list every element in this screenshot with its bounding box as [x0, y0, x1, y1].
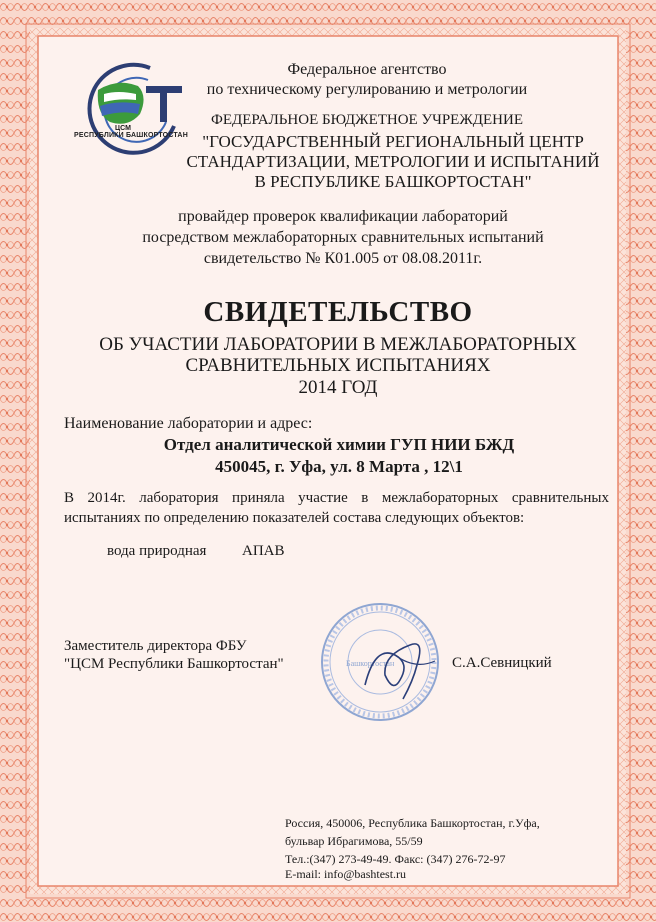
certificate-subtitle-1: ОБ УЧАСТИИ ЛАБОРАТОРИИ В МЕЖЛАБОРАТОРНЫХ	[99, 334, 577, 355]
participation-object: вода природная	[107, 543, 207, 559]
logo-caption-main: ЦСМ	[115, 125, 131, 132]
participation-line-1: В 2014г. лаборатория приняла участие в межлабораторных сравнительных	[64, 490, 609, 506]
provider-line-3-text: свидетельство № К01.005 от 08.08.2011г.	[203, 250, 483, 267]
provider-line-2-text: посредством межлабораторных сравнительных испытаний	[142, 229, 544, 246]
provider-line-1-text: провайдер проверок квалификации лабораторий	[178, 208, 508, 225]
org-line-2	[0, 131, 656, 152]
org-line-1	[0, 112, 656, 129]
participation-line-2: испытаниях по определению показателей состава следующих объектов:	[64, 510, 525, 526]
certificate-year: 2014 ГОД	[298, 377, 378, 398]
logo-caption-sub: РЕСПУБЛИКИ БАШКОРТОСТАН	[74, 132, 188, 139]
org-line-4-text: В РЕСПУБЛИКЕ БАШКОРТОСТАН"	[254, 172, 532, 191]
agency-line-1-text: Федеральное агентство	[287, 61, 447, 78]
org-line-1-text: ФЕДЕРАЛЬНОЕ БЮДЖЕТНОЕ УЧРЕЖДЕНИЕ	[210, 112, 524, 128]
lab-address: 450045, г. Уфа, ул. 8 Марта , 12\1	[215, 457, 463, 476]
participation-indicator: АПАВ	[242, 543, 285, 559]
footer-phone: Тел.:(347) 273-49-49. Факс: (347) 276-72-97	[285, 852, 506, 866]
signer-position-2: "ЦСМ Республики Башкортостан"	[64, 656, 284, 672]
org-line-2-text: "ГОСУДАРСТВЕННЫЙ РЕГИОНАЛЬНЫЙ ЦЕНТР	[202, 132, 584, 151]
signer-position-1: Заместитель директора ФБУ	[64, 638, 247, 654]
certificate-subtitle-2: СРАВНИТЕЛЬНЫХ ИСПЫТАНИЯХ	[185, 355, 491, 376]
signer-name: С.А.Севницкий	[452, 655, 552, 671]
lab-name: Отдел аналитической химии ГУП НИИ БЖД	[163, 435, 515, 454]
lab-label: Наименование лаборатории и адрес:	[64, 415, 313, 432]
provider-line-3	[0, 249, 656, 268]
handwritten-signature	[355, 625, 445, 705]
certificate-title: СВИДЕТЕЛЬСТВО	[203, 296, 473, 328]
org-line-3-text: СТАНДАРТИЗАЦИИ, МЕТРОЛОГИИ И ИСПЫТАНИЙ	[186, 152, 600, 171]
agency-line-2-text: по техническому регулированию и метрологии	[206, 81, 528, 98]
agency-line-2	[0, 80, 656, 99]
org-line-3	[0, 151, 656, 172]
footer-address-1: Россия, 450006, Республика Башкортостан, г.Уфа,	[285, 816, 540, 830]
org-line-4	[0, 171, 656, 192]
stamp-text: Башкортостан	[346, 659, 395, 668]
footer-address-2: бульвар Ибрагимова, 55/59	[285, 834, 423, 848]
agency-line-1	[0, 60, 656, 79]
provider-line-2	[0, 228, 656, 247]
provider-line-1	[0, 207, 656, 226]
footer-email[interactable]: E-mail: info@bashtest.ru	[285, 867, 407, 881]
